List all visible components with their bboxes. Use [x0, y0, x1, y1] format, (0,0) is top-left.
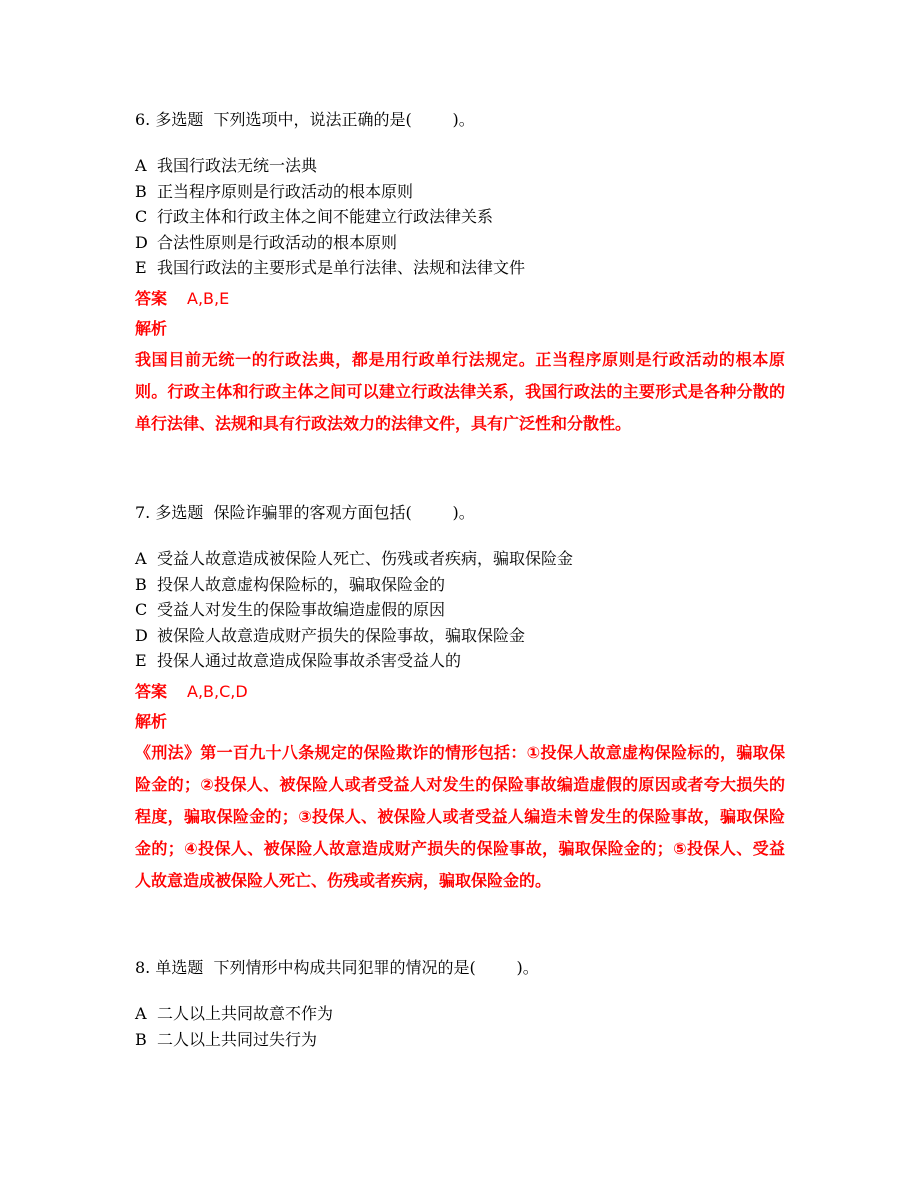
option-a: [135, 546, 785, 572]
answer-value: A,B,C,D: [187, 681, 248, 701]
option-text: 行政主体和行政主体之间不能建立行政法律关系: [157, 207, 494, 226]
question-6: [135, 110, 785, 440]
option-text: 二人以上共同过失行为: [157, 1029, 318, 1049]
option-e: [135, 648, 785, 674]
option-letter: D: [135, 625, 148, 645]
option-letter: C: [135, 600, 148, 619]
option-text: 我国行政法的主要形式是单行法律、法规和法律文件: [157, 258, 526, 277]
option-d: [135, 230, 785, 256]
option-text: 合法性原则是行政活动的根本原则: [157, 232, 398, 252]
question-8: [135, 958, 785, 1052]
option-text: 投保人故意虚构保险标的，骗取保险金的: [157, 574, 446, 594]
option-letter: B: [135, 181, 147, 201]
option-e: [135, 255, 785, 281]
option-text: 被保险人故意造成财产损失的保险事故，骗取保险金: [157, 625, 526, 645]
answer-row: [135, 284, 785, 314]
answer-value: A,B,E: [187, 288, 230, 308]
answer-label: 答案: [135, 288, 168, 308]
question-7: [135, 503, 785, 897]
option-letter: D: [135, 232, 148, 252]
answer-row: [135, 677, 785, 707]
option-d: [135, 623, 785, 649]
option-text: 我国行政法无统一法典: [157, 156, 318, 175]
option-a: [135, 1001, 785, 1027]
explanation-text: 《刑法》第一百九十八条规定的保险欺诈的情形包括：①投保人故意虚构保险标的，骗取保险金的；②投保人、被保险人或者受益人对发生的保险事故编造虚假的原因或者夸大损失的程度，骗取保险金的；③投保人、被保险人或者受益人编造未曾发生的保险事故，骗取保险金的；④投保人、被保险人故意造成财产损失的保险事故，骗取保险金的；⑤投保人、受益人故意造成被保险人死亡、伤残或者疾病，骗取保险金的。: [135, 742, 785, 890]
option-letter: E: [135, 651, 147, 670]
option-text: 受益人故意造成被保险人死亡、伤残或者疾病，骗取保险金: [157, 549, 574, 568]
option-b: [135, 572, 785, 598]
option-b: [135, 179, 785, 205]
option-letter: B: [135, 574, 147, 594]
option-letter: A: [135, 549, 147, 568]
option-text: 受益人对发生的保险事故编造虚假的原因: [157, 600, 446, 619]
option-text: 正当程序原则是行政活动的根本原则: [157, 181, 414, 201]
option-c: [135, 597, 785, 623]
option-a: [135, 153, 785, 179]
option-letter: E: [135, 258, 147, 277]
option-text: 投保人通过故意造成保险事故杀害受益人的: [157, 651, 462, 670]
explanation-label: 解析: [135, 318, 168, 338]
explanation-label: 解析: [135, 711, 168, 731]
question-stem: 6. 多选题 下列选项中，说法正确的是( )。: [135, 110, 475, 129]
option-letter: B: [135, 1029, 147, 1049]
option-b: [135, 1027, 785, 1053]
answer-label: 答案: [135, 681, 168, 701]
option-text: 二人以上共同故意不作为: [157, 1004, 334, 1023]
explanation-text: 我国目前无统一的行政法典，都是用行政单行法规定。正当程序原则是行政活动的根本原则。行政主体和行政主体之间可以建立行政法律关系，我国行政法的主要形式是各种分散的单行法律、法规和具有行政法效力的法律文件，具有广泛性和分散性。: [135, 349, 785, 433]
option-c: [135, 204, 785, 230]
question-stem: 7. 多选题 保险诈骗罪的客观方面包括( )。: [135, 503, 475, 522]
option-letter: A: [135, 1004, 147, 1023]
option-letter: C: [135, 207, 148, 226]
option-letter: A: [135, 156, 147, 175]
question-stem: 8. 单选题 下列情形中构成共同犯罪的情况的是( )。: [135, 958, 539, 977]
